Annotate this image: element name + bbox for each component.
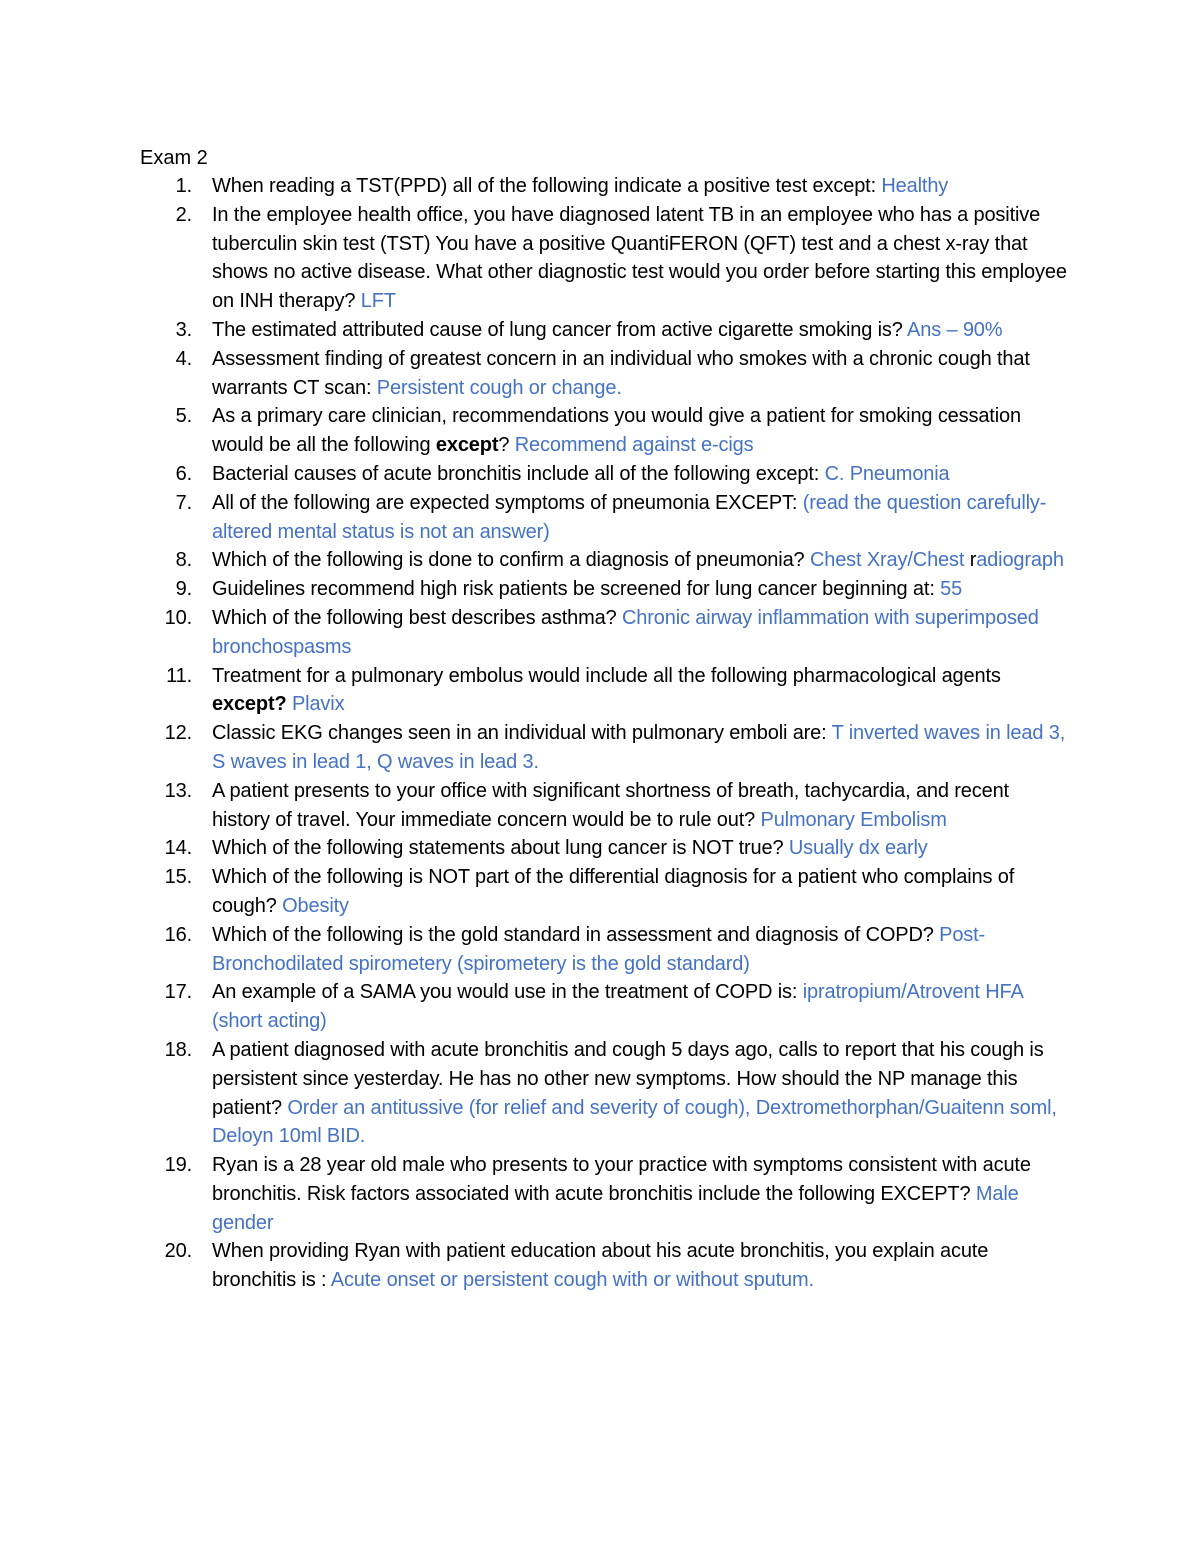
answer-text: Obesity <box>282 894 349 917</box>
question-text: As a primary care clinician, recommendations you would give a patient for smoking cessation would be all the following <box>212 405 1021 457</box>
answer-text: adiograph <box>976 549 1064 572</box>
question-text: Which of the following is the gold standard in assessment and diagnosis of COPD? <box>212 923 940 946</box>
question-text: In the employee health office, you have diagnosed latent TB in an employee who has a positive tuberculin skin test (TST) You have a positive QuantiFERON (QFT) test and a chest x-ray that shows no active disease. What other diagnostic test would you order before starting this employee on INH therapy? <box>212 203 1067 313</box>
answer-text: 55 <box>940 578 963 601</box>
answer-text: Pulmonary Embolism <box>760 808 947 831</box>
question-text: Treatment for a pulmonary embolus would include all the following pharmacological agents <box>212 664 1001 687</box>
question-item <box>140 1151 1070 1237</box>
question-number: 10. <box>164 606 192 629</box>
question-body <box>212 780 1009 831</box>
question-body <box>212 463 950 485</box>
question-number: 11. <box>166 664 192 687</box>
question-number: 20. <box>164 1240 192 1263</box>
question-number: 18. <box>164 1038 192 1061</box>
question-text: Classic EKG changes seen in an individual with pulmonary emboli are: <box>212 722 832 745</box>
question-text: A patient presents to your office with significant shortness of breath, tachycardia, and recent history of travel. Your immediate concern would be to rule out? <box>212 779 1009 831</box>
question-item <box>140 201 1070 316</box>
question-number: 8. <box>175 549 192 572</box>
answer-text: Persistent cough or change. <box>376 376 622 399</box>
question-body <box>212 607 1039 658</box>
question-body <box>212 722 1065 773</box>
question-item <box>140 921 1070 979</box>
question-number: 6. <box>175 462 192 485</box>
answer-text: Recommend against e-cigs <box>514 434 754 457</box>
question-body <box>212 549 1064 571</box>
answer-text: Acute onset or persistent cough with or without sputum. <box>330 1269 814 1292</box>
question-body <box>212 492 1046 543</box>
question-item <box>140 546 1070 575</box>
answer-text: Usually dx early <box>788 837 928 860</box>
answer-text: Chest Xray/Chest <box>809 549 970 572</box>
question-text: Which of the following is NOT part of the differential diagnosis for a patient who complains of cough? <box>212 866 1015 917</box>
question-item <box>140 489 1070 547</box>
question-text: Assessment finding of greatest concern in an individual who smokes with a chronic cough that warrants CT scan: <box>212 347 1030 399</box>
answer-text: (read the question carefully-altered mental status is not an answer) <box>212 491 1047 543</box>
question-item <box>140 604 1070 662</box>
answer-text: ipratropium/Atrovent HFA (short acting) <box>212 981 1023 1033</box>
answer-text: C. Pneumonia <box>824 462 950 485</box>
question-item <box>140 834 1070 863</box>
question-item <box>140 777 1070 835</box>
question-body <box>212 1154 1031 1234</box>
question-body <box>212 665 1001 716</box>
question-number: 2. <box>175 203 192 226</box>
question-body <box>212 578 962 600</box>
question-text: Which of the following best describes asthma? <box>212 606 622 629</box>
question-number: 13. <box>164 779 192 802</box>
question-body <box>212 1240 988 1291</box>
question-body <box>212 866 1014 917</box>
question-body <box>212 1039 1057 1147</box>
question-text: When reading a TST(PPD) all of the following indicate a positive test except: <box>212 175 882 197</box>
question-number: 7. <box>175 491 192 514</box>
question-text: Ryan is a 28 year old male who presents to your practice with symptoms consistent with acute bronchitis. Risk factors associated with acute bronchitis include the following EXCEPT? <box>212 1154 1031 1205</box>
question-emphasis: except? <box>212 693 287 716</box>
question-text: Which of the following statements about lung cancer is NOT true? <box>212 837 789 860</box>
answer-text: LFT <box>360 290 396 313</box>
question-item <box>140 719 1070 777</box>
question-body <box>212 924 985 975</box>
question-number: 12. <box>164 722 192 745</box>
question-body <box>212 405 1021 456</box>
answer-text: Post-Bronchodilated spirometery (spirometery is the gold standard) <box>212 923 986 975</box>
question-item <box>140 863 1070 921</box>
question-text: ? <box>498 434 515 457</box>
question-text: When providing Ryan with patient education about his acute bronchitis, you explain acute bronchitis is : <box>212 1240 989 1292</box>
answer-text: Male gender <box>212 1182 1019 1234</box>
question-body <box>212 319 1002 341</box>
question-item <box>140 316 1070 345</box>
answer-text: Healthy <box>881 175 949 197</box>
question-item <box>140 1237 1070 1295</box>
question-number: 9. <box>175 578 192 601</box>
question-number: 14. <box>164 837 192 860</box>
question-item <box>140 172 1070 201</box>
question-item <box>140 402 1070 460</box>
answer-text: Ans – 90% <box>907 318 1003 341</box>
question-text: Which of the following is done to confirm a diagnosis of pneumonia? <box>212 549 810 572</box>
answer-text: Order an antitussive (for relief and severity of cough), Dextromethorphan/Guaitenn soml, Deloyn 10ml BID. <box>212 1096 1057 1148</box>
question-item <box>140 662 1070 720</box>
question-item <box>140 1036 1070 1151</box>
answer-text: T inverted waves in lead 3, S waves in lead 1, Q waves in lead 3. <box>212 722 1066 773</box>
question-number: 19. <box>164 1154 192 1177</box>
question-text: The estimated attributed cause of lung cancer from active cigarette smoking is? <box>212 318 908 341</box>
question-text: Guidelines recommend high risk patients be screened for lung cancer beginning at: <box>212 578 941 601</box>
question-text: An example of a SAMA you would use in the treatment of COPD is: <box>212 981 803 1004</box>
answer-text: Chronic airway inflammation with superimposed bronchospasms <box>212 606 1039 658</box>
question-text: Bacterial causes of acute bronchitis include all of the following except: <box>212 462 825 485</box>
question-number: 15. <box>164 866 192 889</box>
question-list <box>140 172 1070 1295</box>
question-body <box>212 837 928 859</box>
question-number: 5. <box>175 405 192 428</box>
question-number: 16. <box>164 923 192 946</box>
question-body <box>212 175 948 197</box>
question-body <box>212 348 1030 399</box>
question-item <box>140 575 1070 604</box>
question-text: A patient diagnosed with acute bronchitis and cough 5 days ago, calls to report that his cough is persistent since yesterday. He has no other new symptoms. How should the NP manage this patient? <box>212 1038 1044 1119</box>
question-body <box>212 204 1067 312</box>
question-item <box>140 978 1070 1036</box>
question-text: All of the following are expected symptoms of pneumonia EXCEPT: <box>212 491 803 514</box>
question-text: r <box>969 549 977 572</box>
question-number: 3. <box>175 318 192 341</box>
question-emphasis: except <box>435 434 499 457</box>
question-body <box>212 981 1023 1032</box>
question-number: 17. <box>164 981 192 1004</box>
answer-text: Plavix <box>291 693 345 716</box>
question-number: 4. <box>175 347 192 370</box>
question-number: 1. <box>175 175 192 197</box>
question-item <box>140 460 1070 489</box>
document-title: Exam 2 <box>140 147 208 169</box>
question-item <box>140 345 1070 403</box>
